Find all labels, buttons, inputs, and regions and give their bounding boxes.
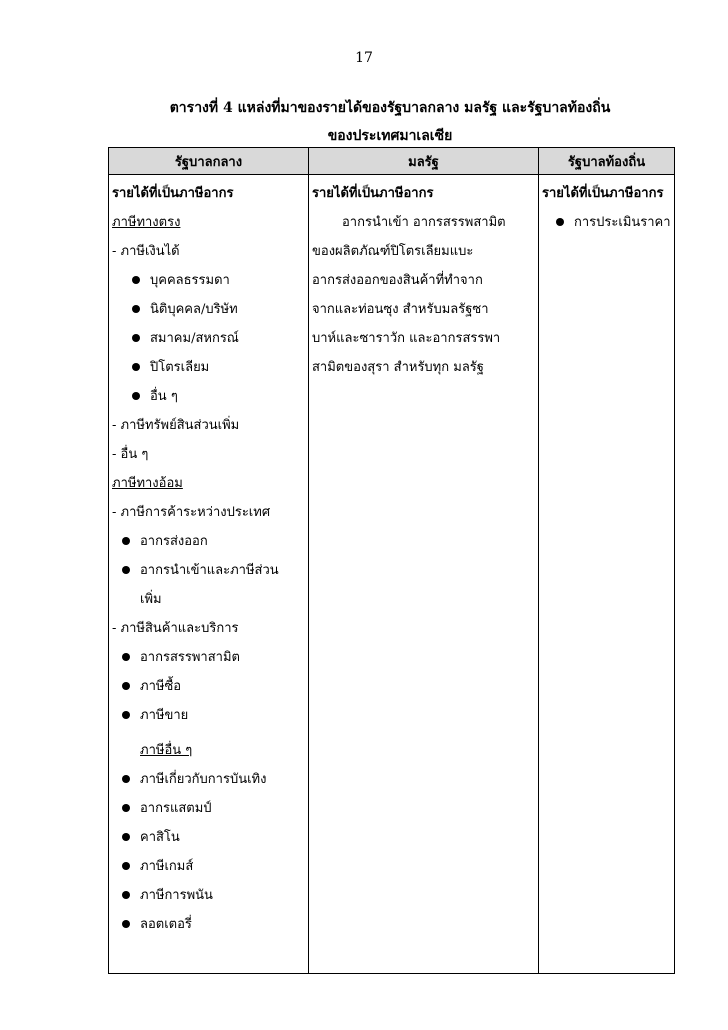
bullet-icon	[122, 833, 130, 841]
state-text-line: อากรส่งออกของสินค้าที่ทำจาก	[312, 273, 483, 288]
list-item: สมาคม/สหกรณ์	[112, 324, 305, 353]
list-item: คาสิโน	[112, 823, 305, 852]
bullet-icon	[122, 891, 130, 899]
bullet-icon	[122, 775, 130, 783]
state-text-line: อากรนำเข้า อากรสรรพสามิต	[342, 215, 506, 230]
list-item: อากรสรรพาสามิต	[112, 643, 305, 672]
direct-tax-heading: ภาษีทางตรง	[112, 215, 181, 230]
list-item: อากรแสตมป์	[112, 794, 305, 823]
state-text-line: สามิตของสุรา สำหรับทุก มลรัฐ	[312, 360, 484, 375]
list-item: นิติบุคคล/บริษัท	[112, 295, 305, 324]
bullet-icon	[132, 334, 140, 342]
table-title	[100, 94, 680, 150]
bullet-icon	[122, 537, 130, 545]
capital-gains-item: - ภาษีทรัพย์สินส่วนเพิ่ม	[112, 418, 240, 433]
bullet-icon	[132, 276, 140, 284]
bullet-icon	[122, 711, 130, 719]
header-local: รัฐบาลท้องถิ่น	[539, 148, 675, 175]
bullet-icon	[122, 862, 130, 870]
list-item: การประเมินราคา	[542, 208, 671, 237]
content-row	[109, 175, 675, 974]
list-item: ลอตเตอรี่	[112, 910, 305, 939]
header-federal: รัฐบาลกลาง	[109, 148, 309, 175]
title-line-2: ของประเทศมาเลเซีย	[327, 128, 453, 144]
bullet-icon	[122, 920, 130, 928]
state-text-line: จากและท่อนซุง สำหรับมลรัฐซา	[312, 302, 489, 317]
bullet-icon	[122, 566, 130, 574]
bullet-icon	[556, 218, 564, 226]
list-item: ภาษีซื้อ	[112, 672, 305, 701]
other-taxes-heading: ภาษีอื่น ๆ	[140, 743, 193, 758]
list-item-continuation: เพิ่ม	[140, 592, 162, 607]
header-row	[109, 148, 675, 175]
bullet-icon	[122, 804, 130, 812]
indirect-tax-heading: ภาษีทางอ้อม	[112, 476, 183, 491]
title-line-1: ตารางที่ 4 แหล่งที่มาของรายได้ของรัฐบาลกลาง มลรัฐ และรัฐบาลท้องถิ่น	[169, 100, 611, 116]
page-number: 17	[355, 50, 373, 66]
trade-tax-item: - ภาษีการค้าระหว่างประเทศ	[112, 505, 271, 520]
federal-heading: รายได้ที่เป็นภาษีอากร	[112, 186, 234, 201]
local-cell	[539, 175, 675, 974]
list-item: ภาษีขาย	[112, 701, 305, 730]
local-heading: รายได้ที่เป็นภาษีอากร	[542, 186, 664, 201]
goods-services-item: - ภาษีสินค้าและบริการ	[112, 621, 239, 636]
state-heading: รายได้ที่เป็นภาษีอากร	[312, 186, 434, 201]
other-direct-item: - อื่น ๆ	[112, 447, 149, 462]
income-tax-item: - ภาษีเงินได้	[112, 244, 180, 259]
list-item: อากรส่งออก	[112, 527, 305, 556]
revenue-table	[108, 147, 675, 974]
list-item: อากรนำเข้าและภาษีส่วน	[112, 556, 305, 585]
list-item: ภาษีเกมส์	[112, 852, 305, 881]
bullet-icon	[132, 305, 140, 313]
bullet-icon	[132, 363, 140, 371]
list-item: อื่น ๆ	[112, 382, 305, 411]
bullet-icon	[122, 653, 130, 661]
state-cell	[309, 175, 539, 974]
state-text-line: บาห์และซาราวัก และอากรสรรพา	[312, 331, 501, 346]
list-item: ภาษีเกี่ยวกับการบันเทิง	[112, 765, 305, 794]
state-text-line: ของผลิตภัณฑ์ปิโตรเลียมแบะ	[312, 244, 474, 259]
federal-cell	[109, 175, 309, 974]
list-item: ภาษีการพนัน	[112, 881, 305, 910]
list-item: บุคคลธรรมดา	[112, 266, 305, 295]
bullet-icon	[122, 682, 130, 690]
list-item: ปิโตรเลียม	[112, 353, 305, 382]
bullet-icon	[132, 392, 140, 400]
header-state: มลรัฐ	[309, 148, 539, 175]
